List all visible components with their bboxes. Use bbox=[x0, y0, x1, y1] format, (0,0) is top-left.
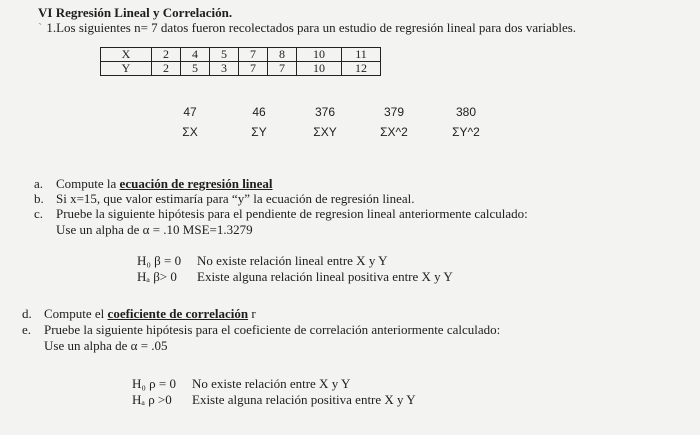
sum-y bbox=[229, 105, 289, 139]
item-d bbox=[22, 306, 256, 322]
sum-label: ΣX^2 bbox=[380, 125, 408, 139]
item-e-alpha: Use un alpha de α = .05 bbox=[44, 338, 168, 353]
x-cell: 7 bbox=[239, 48, 268, 62]
x-cell: 5 bbox=[210, 48, 239, 62]
sum-label: ΣY^2 bbox=[452, 125, 480, 139]
sum-y2 bbox=[436, 105, 496, 139]
y-cell: 5 bbox=[181, 62, 210, 76]
hypothesis-desc: No existe relación entre X y Y bbox=[192, 376, 351, 391]
y-label-cell: Y bbox=[101, 62, 152, 76]
table-row-y bbox=[101, 62, 381, 76]
y-cell: 10 bbox=[297, 62, 342, 76]
item-letter: b. bbox=[34, 191, 44, 206]
item-a-emphasis: ecuación de regresión lineal bbox=[119, 176, 273, 191]
sum-x bbox=[160, 105, 220, 139]
item-a-text: Compute la bbox=[56, 176, 120, 191]
item-d-emphasis: coeficiente de correlación bbox=[107, 306, 249, 321]
hypothesis-desc: Existe alguna relación positiva entre X y Y bbox=[192, 392, 416, 407]
hyp-rho-null bbox=[132, 376, 350, 392]
y-cell: 12 bbox=[342, 62, 381, 76]
x-cell: 4 bbox=[181, 48, 210, 62]
item-d-suffix: r bbox=[248, 306, 256, 321]
intro-text: 1.Los siguientes n= 7 datos fueron recolectados para un estudio de regresión lineal para dos variables. bbox=[46, 20, 577, 35]
item-e bbox=[22, 322, 500, 338]
x-cell: 2 bbox=[152, 48, 181, 62]
sum-label: ΣX bbox=[182, 125, 198, 139]
hypothesis-symbol: Hₐ ρ >0 bbox=[132, 392, 172, 407]
hypothesis-symbol: H₀ ρ = 0 bbox=[132, 376, 176, 391]
sum-value: 47 bbox=[183, 105, 197, 119]
y-cell: 7 bbox=[268, 62, 297, 76]
sum-value: 380 bbox=[455, 105, 477, 119]
item-a bbox=[34, 176, 273, 192]
sums-row bbox=[0, 105, 700, 145]
sum-label: ΣY bbox=[251, 125, 267, 139]
problem-intro bbox=[38, 20, 576, 36]
hypothesis-desc: No existe relación lineal entre X y Y bbox=[197, 253, 388, 268]
data-table bbox=[100, 47, 381, 76]
y-cell: 3 bbox=[210, 62, 239, 76]
sum-label: ΣXY bbox=[313, 125, 337, 139]
x-cell: 11 bbox=[342, 48, 381, 62]
item-letter: a. bbox=[34, 176, 44, 191]
hyp-rho-alt bbox=[132, 392, 416, 408]
table-row-x bbox=[101, 48, 381, 62]
item-letter: d. bbox=[22, 306, 32, 321]
hyp-beta-alt bbox=[137, 269, 453, 285]
hypothesis-symbol: H₀ β = 0 bbox=[137, 253, 182, 268]
y-cell: 7 bbox=[239, 62, 268, 76]
item-b-text: Si x=15, que valor estimaría para “y” la ecuación de regresión lineal. bbox=[56, 191, 415, 206]
sum-value: 46 bbox=[252, 105, 266, 119]
sum-xy bbox=[295, 105, 355, 139]
item-b bbox=[34, 191, 415, 207]
sum-value: 379 bbox=[383, 105, 405, 119]
item-c bbox=[34, 206, 528, 222]
sum-x2 bbox=[364, 105, 424, 139]
tick-mark-icon: ˋ bbox=[38, 20, 43, 35]
hyp-beta-null bbox=[137, 253, 387, 269]
item-c-alpha: Use un alpha de α = .10 MSE=1.3279 bbox=[56, 222, 253, 237]
hypothesis-symbol: Hₐ β> 0 bbox=[137, 269, 177, 284]
sum-value: 376 bbox=[314, 105, 336, 119]
item-letter: c. bbox=[34, 206, 44, 221]
section-title: VI Regresión Lineal y Correlación. bbox=[38, 5, 233, 20]
x-cell: 10 bbox=[297, 48, 342, 62]
item-e-text: Pruebe la siguiente hipótesis para el coeficiente de correlación anteriormente calculado: bbox=[44, 322, 501, 337]
x-label-cell: X bbox=[101, 48, 152, 62]
item-letter: e. bbox=[22, 322, 32, 337]
item-c-text: Pruebe la siguiente hipótesis para el pendiente de regresion lineal anteriormente calculado: bbox=[56, 206, 528, 221]
item-d-text: Compute el bbox=[44, 306, 108, 321]
hypothesis-desc: Existe alguna relación lineal positiva entre X y Y bbox=[197, 269, 453, 284]
y-cell: 2 bbox=[152, 62, 181, 76]
x-cell: 8 bbox=[268, 48, 297, 62]
